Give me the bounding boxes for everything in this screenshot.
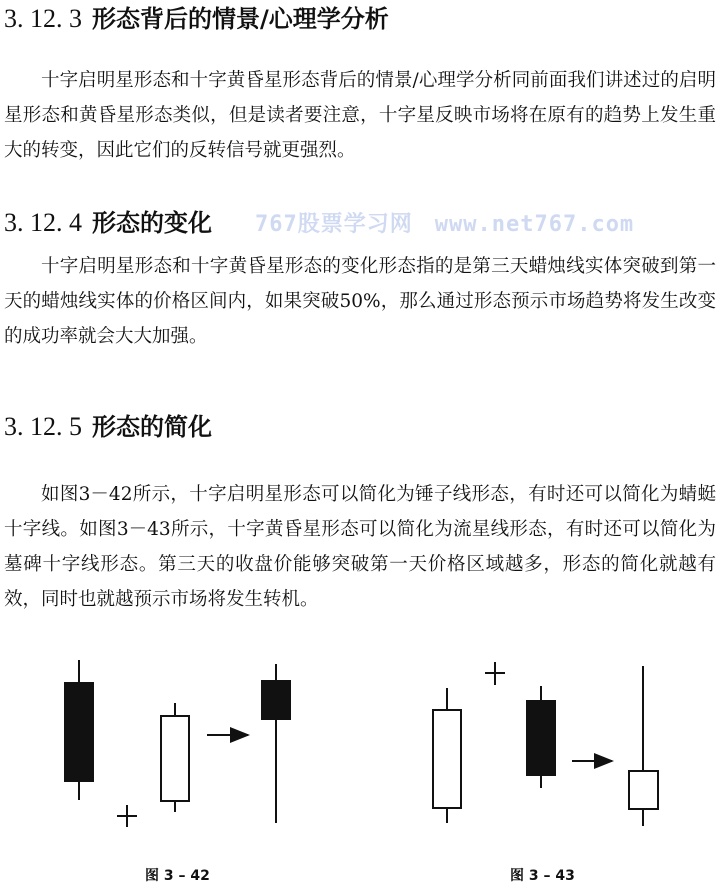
figure-caption-3-42: 图 3 – 42 [145, 868, 210, 884]
section-heading-3-12-3 [4, 6, 389, 32]
candlestick-figures [0, 640, 723, 850]
hammer-candle [261, 664, 291, 823]
watermark-site-name: 767股票学习网 [255, 212, 413, 237]
section-title: 形态的变化 [92, 209, 212, 237]
figures-area [0, 640, 723, 884]
white-candle [433, 688, 461, 823]
section-heading-3-12-5 [4, 414, 212, 440]
figure-caption-3-43: 图 3 – 43 [510, 868, 575, 884]
doji-cross [485, 662, 505, 685]
section-number: 3. 12. 4 [4, 208, 82, 237]
section-title: 形态背后的情景/心理学分析 [92, 5, 389, 33]
section-number: 3. 12. 5 [4, 412, 82, 441]
section-number: 3. 12. 3 [4, 4, 82, 33]
figure-3-43 [433, 662, 658, 826]
section-body-3-12-5: 如图3－42所示，十字启明星形态可以简化为锤子线形态，有时还可以简化为蜻蜓十字线。如图3－43所示，十字黄昏星形态可以简化为流星线形态，有时还可以简化为墓碑十字线形态。第三天的收盘价能够突破第一天价格区域越多，形态的简化就越有效，同时也就越预示市场将发生转机。 [4, 484, 716, 610]
black-candle [64, 660, 94, 800]
doji-cross [117, 805, 137, 827]
section-body-3-12-4: 十字启明星形态和十字黄昏星形态的变化形态指的是第三天蜡烛线实体突破到第一天的蜡烛线实体的价格区间内，如果突破50%，那么通过形态预示市场趋势将发生改变的成功率就会大大加强。 [4, 256, 716, 347]
black-candle [526, 686, 556, 788]
figure-3-42 [64, 660, 291, 827]
section-body-3-12-3: 十字启明星形态和十字黄昏星形态背后的情景/心理学分析同前面我们讲述过的启明星形态和黄昏星形态类似，但是读者要注意，十字星反映市场将在原有的趋势上发生重大的转变，因此它们的反转信号就更强烈。 [4, 70, 716, 161]
watermark-url: www.net767.com [434, 212, 635, 237]
shooting-star-candle [629, 666, 658, 826]
watermark [255, 207, 634, 238]
section-heading-3-12-4 [4, 210, 212, 236]
section-title: 形态的简化 [92, 413, 212, 441]
white-candle [161, 703, 189, 812]
